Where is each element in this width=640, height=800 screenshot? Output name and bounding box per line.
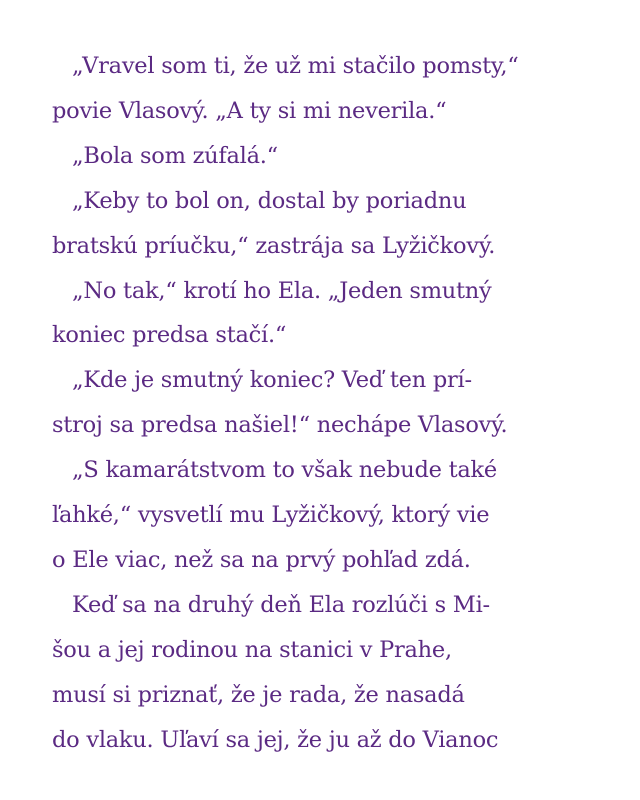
text-line: do vlaku. Uľaví sa jej, že ju až do Vianoc <box>52 726 499 753</box>
text-line: „Kde je smutný koniec? Veď ten prí- <box>72 367 472 394</box>
text-line: musí si priznať, že je rada, že nasadá <box>52 681 465 708</box>
text-line: koniec predsa stačí.“ <box>52 322 287 349</box>
text-line: bratskú príučku,“ zastrája sa Lyžičkový. <box>52 232 496 259</box>
text-line: „Vravel som ti, že už mi stačilo pomsty,“ <box>72 53 519 79</box>
text-line: šou a jej rodinou na stanici v Prahe, <box>52 636 452 663</box>
text-line: Keď sa na druhý deň Ela rozlúči s Mi- <box>72 591 490 618</box>
text-line: „S kamarátstvom to však nebude také <box>72 457 497 484</box>
text-line: „No tak,“ krotí ho Ela. „Jeden smutný <box>72 277 492 304</box>
text-line: povie Vlasový. „A ty si mi neverila.“ <box>52 97 447 124</box>
text-line: ľahké,“ vysvetlí mu Lyžičkový, ktorý vie <box>52 502 490 529</box>
body-text <box>52 44 600 763</box>
text-line: „Bola som zúfalá.“ <box>72 142 278 169</box>
text-line: stroj sa predsa našiel!“ nechápe Vlasový. <box>52 412 508 439</box>
text-line: „Keby to bol on, dostal by poriadnu <box>72 187 467 214</box>
text-line: o Ele viac, než sa na prvý pohľad zdá. <box>52 546 471 573</box>
